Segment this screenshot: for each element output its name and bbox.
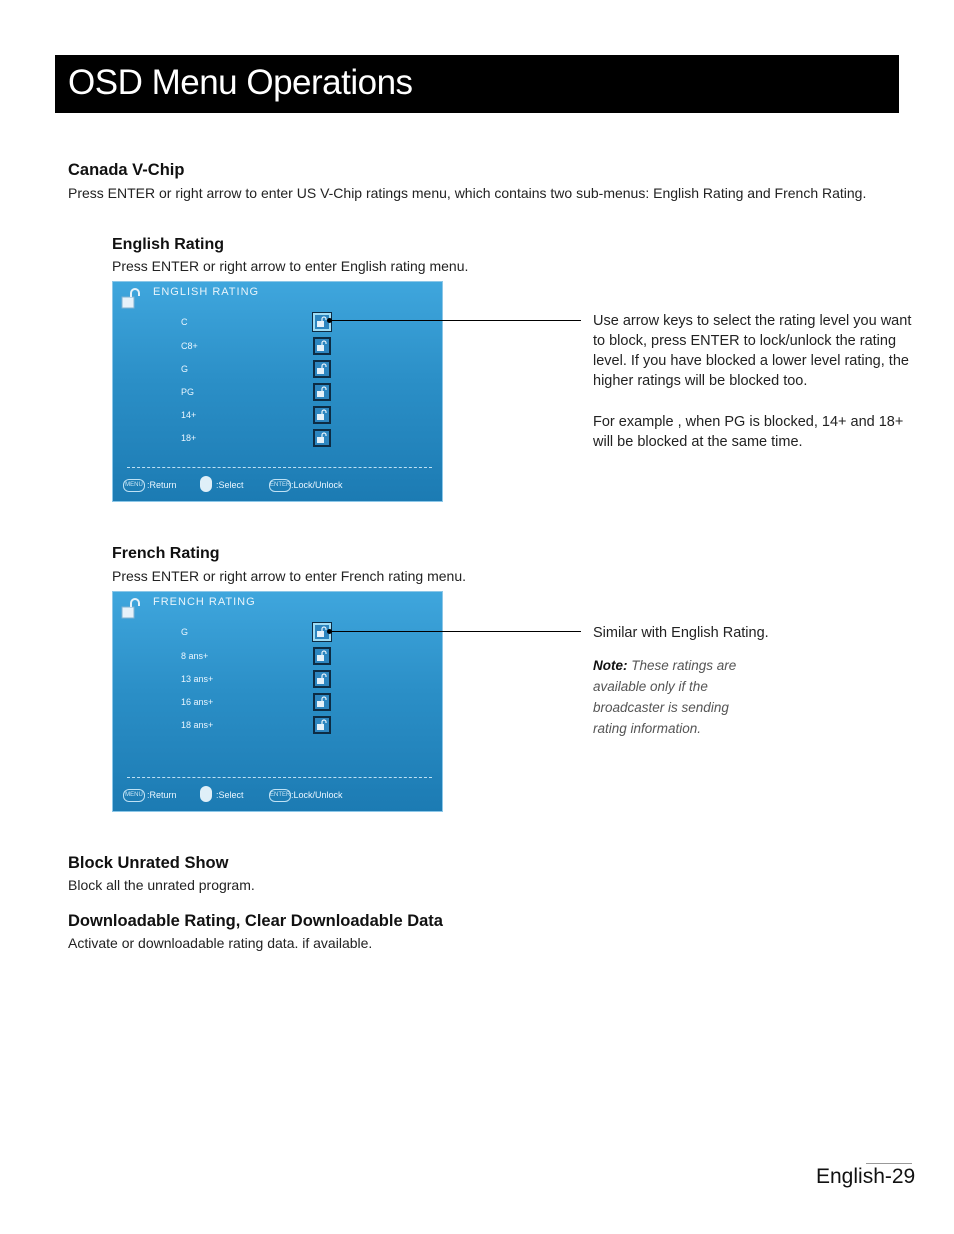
note [593,655,743,739]
return-label: :Return [147,790,177,800]
french-rating-description: Similar with English Rating. [593,625,769,641]
downloadable-heading: Downloadable Rating, Clear Downloadable Data [68,912,443,930]
unlock-toggle-icon[interactable] [313,670,331,688]
divider [127,777,432,779]
lock-icon [119,597,141,619]
lock-unlock-label: :Lock/Unlock [291,480,343,490]
rating-item[interactable]: 18 ans+ [181,720,214,730]
unlock-toggle-icon[interactable] [313,647,331,665]
page-title: OSD Menu Operations [68,63,413,102]
rating-item[interactable]: 14+ [181,410,197,420]
canada-vchip-heading: Canada V-Chip [68,161,185,179]
rating-item[interactable]: C8+ [181,341,198,351]
rating-item[interactable]: C [181,317,188,327]
unlock-toggle-icon[interactable] [313,693,331,711]
rating-item[interactable]: G [181,364,189,374]
menu-key-icon: MENU [123,479,145,492]
osd-title: FRENCH RATING [153,596,256,608]
french-rating-heading: French Rating [112,545,220,562]
english-rating-example: For example , when PG is blocked, 14+ and 18+ will be blocked at the same time. [593,414,904,450]
page-header [55,55,899,113]
unlock-toggle-icon[interactable] [313,716,331,734]
lock-icon [119,287,141,309]
unlock-toggle-icon[interactable] [313,360,331,378]
english-rating-body: Press ENTER or right arrow to enter English rating menu. [112,258,469,274]
english-rating-heading: English Rating [112,236,224,253]
osd-title: ENGLISH RATING [153,286,260,298]
select-label: :Select [216,480,244,490]
canada-vchip-body: Press ENTER or right arrow to enter US V-Chip ratings menu, which contains two sub-menus: English Rating and French Rating. [68,185,867,201]
note-label: Note: [593,658,628,673]
rating-item[interactable]: G [181,627,189,637]
callout-line [329,320,581,321]
unlock-toggle-icon[interactable] [313,406,331,424]
block-unrated-body: Block all the unrated program. [68,877,255,893]
select-label: :Select [216,790,244,800]
up-down-arrow-icon [200,476,212,492]
block-unrated-heading: Block Unrated Show [68,854,229,872]
unlock-toggle-icon[interactable] [313,337,331,355]
enter-key-icon: ENTER [269,479,291,492]
page-number-rule [866,1163,912,1164]
return-label: :Return [147,480,177,490]
rating-item[interactable]: 16 ans+ [181,697,214,707]
french-rating-body: Press ENTER or right arrow to enter French rating menu. [112,568,467,584]
rating-item[interactable]: 8 ans+ [181,651,209,661]
page-number: English-29 [816,1165,916,1188]
english-rating-description: Use arrow keys to select the rating level you want to block, press ENTER to lock/unlock the rating level. If you have blocked a lower level rating, the higher ratings will be blocked too. [593,313,912,389]
english-rating-osd [112,281,443,502]
rating-item[interactable]: 13 ans+ [181,674,214,684]
callout-line [329,631,581,632]
rating-item[interactable]: PG [181,387,195,397]
enter-key-icon: ENTER [269,789,291,802]
up-down-arrow-icon [200,786,212,802]
note-text: These ratings are available only if the broadcaster is sending rating information. [593,658,737,736]
lock-unlock-label: :Lock/Unlock [291,790,343,800]
rating-item[interactable]: 18+ [181,433,197,443]
french-rating-osd [112,591,443,812]
divider [127,467,432,469]
unlock-toggle-icon[interactable] [313,383,331,401]
menu-key-icon: MENU [123,789,145,802]
downloadable-body: Activate or downloadable rating data. if available. [68,935,373,951]
unlock-toggle-icon[interactable] [313,429,331,447]
